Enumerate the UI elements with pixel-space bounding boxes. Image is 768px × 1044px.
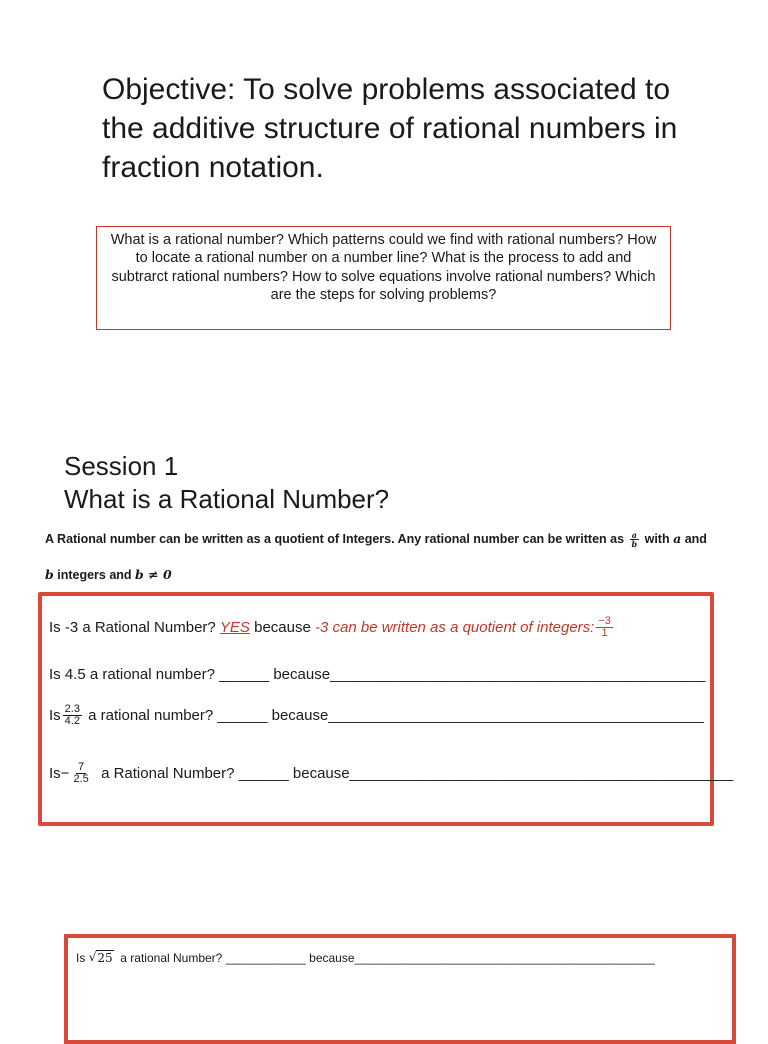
radical-sign-icon: √ (88, 950, 97, 964)
fraction-denominator: 2.5 (73, 773, 89, 785)
square-root-expression (89, 950, 114, 965)
question-decimal-fraction (49, 704, 704, 727)
question-is: Is (49, 765, 61, 782)
question-text: a rational number? (88, 707, 214, 724)
answer-blank[interactable]: ______ (238, 765, 289, 782)
a-over-b-fraction (630, 531, 640, 548)
question-square-root (76, 950, 655, 965)
question-negative-three (49, 616, 615, 639)
variable-a: a (673, 531, 682, 546)
because-label: because (309, 950, 355, 965)
because-label: because (254, 619, 311, 636)
fraction-numerator: −3 (598, 615, 611, 627)
radicand: 25 (97, 951, 113, 965)
reason-blank[interactable]: ______________________________________________ (349, 765, 734, 782)
reason-blank[interactable]: _____________________________________________ (330, 666, 706, 683)
exercise-box-2 (64, 934, 736, 1044)
session-title: What is a Rational Number? (64, 484, 390, 514)
definition-line-2 (45, 566, 172, 584)
question-four-point-five (49, 666, 705, 683)
definition-text: A Rational number can be written as a quotient of Integers. Any rational number can be written as (45, 532, 625, 546)
definition-integers: integers and (57, 568, 132, 582)
rational-definition (45, 530, 745, 582)
definition-and: and (684, 532, 707, 546)
session-heading (64, 450, 389, 516)
minus-sign: − (60, 765, 70, 782)
because-label: because (271, 707, 329, 724)
answer-blank[interactable]: ______ (217, 707, 268, 724)
question-text: Is -3 a Rational Number? (49, 619, 216, 636)
question-text: Is 4.5 a rational number? (49, 666, 215, 683)
question-is: Is (49, 707, 61, 724)
session-number: Session 1 (64, 451, 179, 481)
definition-with: with (644, 532, 670, 546)
fraction-numerator: a (631, 530, 637, 541)
fraction-denominator: 1 (601, 627, 608, 639)
question-is: Is (76, 950, 86, 965)
reason-text: -3 can be written as a quotient of integers: (315, 619, 595, 636)
answer-yes: YES (219, 619, 250, 636)
question-text: a Rational Number? (101, 765, 235, 782)
variable-b: b (45, 567, 54, 582)
answer-blank[interactable]: ______ (219, 666, 270, 683)
question-negative-fraction (49, 762, 733, 785)
minus-three-over-one-fraction (596, 616, 613, 639)
fraction-denominator: b (631, 539, 638, 550)
exercise-box-1 (38, 592, 734, 826)
decimal-fraction (63, 704, 82, 727)
objective-heading: Objective: To solve problems associated to the additive structure of rational numbers in fraction notation. (102, 73, 678, 184)
fraction-denominator: 4.2 (64, 715, 80, 727)
because-label: because (292, 765, 350, 782)
nonzero-condition: b ≠ 0 (135, 567, 172, 582)
reason-blank[interactable]: _____________________________________________ (354, 950, 655, 965)
definition-line-1 (45, 530, 707, 550)
guiding-questions-box: What is a rational number? Which patterns could we find with rational numbers? How to locate a rational number on a number line? What is the process to add and subtrarct rational numbers? How to solve equations involve rational numbers? Which are the steps for solving problems? (96, 226, 671, 330)
answer-blank[interactable]: ____________ (225, 950, 306, 965)
fraction-numerator: 7 (78, 761, 85, 773)
reason-blank[interactable]: _____________________________________________ (328, 707, 704, 724)
because-label: because (273, 666, 331, 683)
fraction-numerator: 2.3 (64, 703, 80, 715)
question-text: a rational Number? (120, 950, 223, 965)
seven-over-two-point-five-fraction (71, 762, 90, 785)
